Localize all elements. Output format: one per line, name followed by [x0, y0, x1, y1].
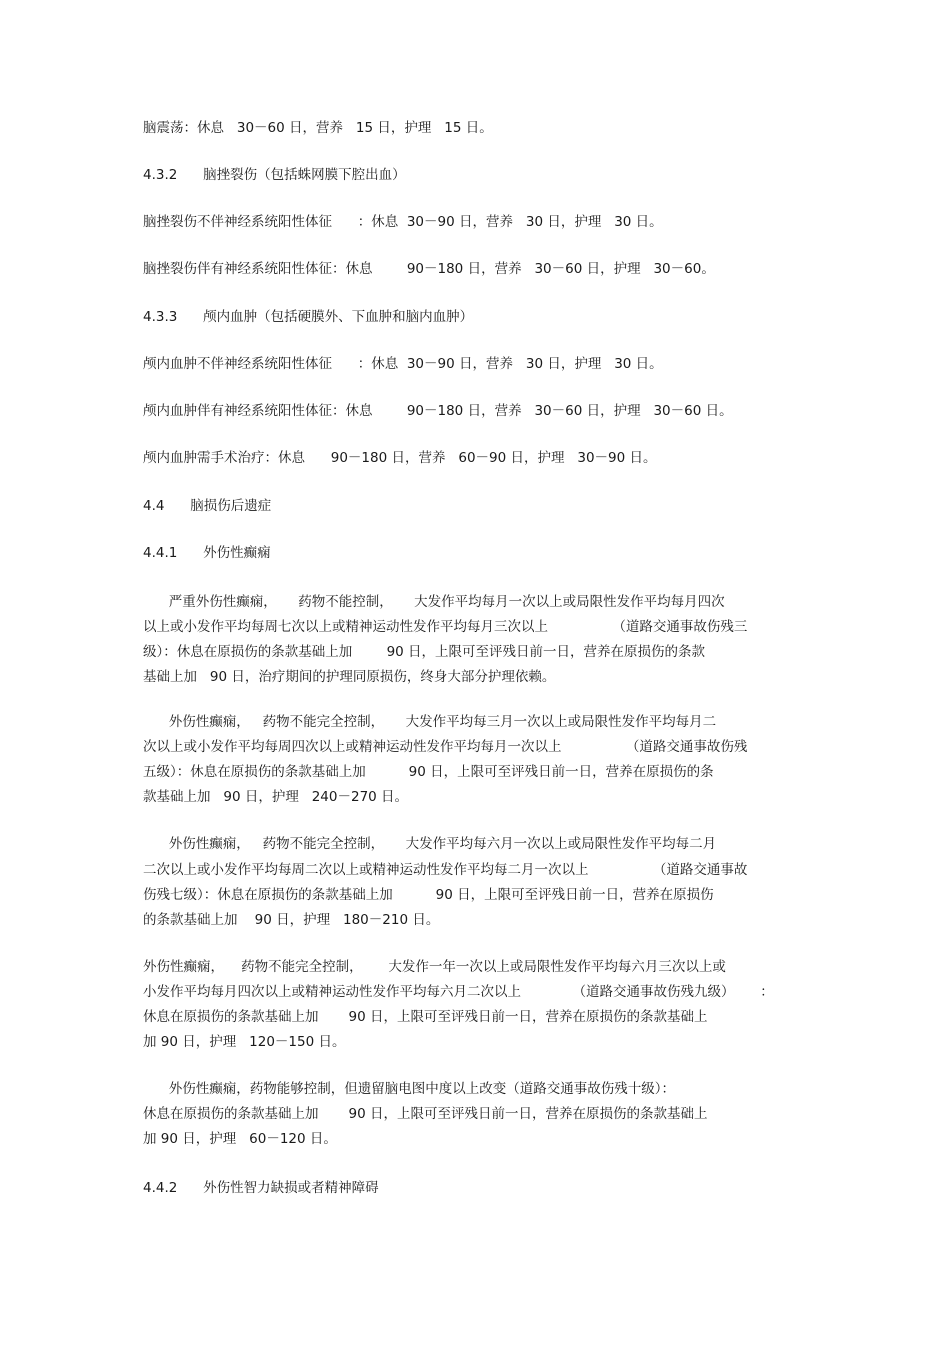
paragraph-epilepsy-grade7-line4: 的条款基础上加 90 日，护理 180－210 日。 — [143, 912, 440, 928]
paragraph-epilepsy-grade9-line4: 加 90 日，护理 120－150 日。 — [143, 1034, 346, 1050]
paragraph-epilepsy-grade5-line1: 外伤性癫痫， 药物不能完全控制， 大发作平均每三月一次以上或局限性发作平均每月二 — [143, 714, 717, 730]
paragraph-epilepsy-grade7-line3: 伤残七级）：休息在原损伤的条款基础上加 90 日，上限可至评残日前一日，营养在原损伤 — [143, 887, 714, 903]
text-line-hematoma-surgery: 颅内血肿需手术治疗：休息 90－180 日，营养 60－90 日，护理 30－90 日。 — [143, 450, 657, 466]
paragraph-epilepsy-grade5-line3: 五级）：休息在原损伤的条款基础上加 90 日，上限可至评残日前一日，营养在原损伤的条 — [143, 764, 714, 780]
section-heading-4-4: 4.4 脑损伤后遗症 — [143, 498, 272, 514]
text-line-hematoma-no-signs: 颅内血肿不伴神经系统阳性体征 ：休息 30－90 日，营养 30 日，护理 30 日。 — [143, 356, 663, 372]
section-heading-4-4-2: 4.4.2 外伤性智力缺损或者精神障碍 — [143, 1180, 379, 1196]
paragraph-epilepsy-grade9-line1: 外伤性癫痫， 药物不能完全控制， 大发作一年一次以上或局限性发作平均每六月三次以上或 — [143, 959, 726, 975]
paragraph-epilepsy-grade5-line4: 款基础上加 90 日，护理 240－270 日。 — [143, 789, 409, 805]
paragraph-epilepsy-grade3-line4: 基础上加 90 日，治疗期间的护理同原损伤，终身大部分护理依赖。 — [143, 669, 556, 685]
paragraph-epilepsy-grade10-line1: 外伤性癫痫，药物能够控制，但遗留脑电图中度以上改变（道路交通事故伤残十级）： — [143, 1081, 675, 1097]
paragraph-epilepsy-grade10-line2: 休息在原损伤的条款基础上加 90 日，上限可至评残日前一日，营养在原损伤的条款基础上 — [143, 1106, 708, 1122]
paragraph-epilepsy-grade10-line3: 加 90 日，护理 60－120 日。 — [143, 1131, 337, 1147]
paragraph-epilepsy-grade9-line3: 休息在原损伤的条款基础上加 90 日，上限可至评残日前一日，营养在原损伤的条款基础上 — [143, 1009, 708, 1025]
section-heading-4-3-2: 4.3.2 脑挫裂伤（包括蛛网膜下腔出血） — [143, 167, 406, 183]
paragraph-epilepsy-grade5-line2: 次以上或小发作平均每周四次以上或精神运动性发作平均每月一次以上 （道路交通事故伤残 — [143, 739, 748, 755]
paragraph-epilepsy-grade3-line1: 严重外伤性癫痫， 药物不能控制， 大发作平均每月一次以上或局限性发作平均每月四次 — [143, 594, 725, 610]
text-line-hematoma-with-signs: 颅内血肿伴有神经系统阳性体征：休息 90－180 日，营养 30－60 日，护理 30－60 日。 — [143, 403, 733, 419]
section-heading-4-4-1: 4.4.1 外伤性癫痫 — [143, 545, 271, 561]
text-line-concussion: 脑震荡：休息 30－60 日，营养 15 日，护理 15 日。 — [143, 120, 493, 136]
text-line-contusion-with-signs: 脑挫裂伤伴有神经系统阳性体征：休息 90－180 日，营养 30－60 日，护理 30－60。 — [143, 261, 715, 277]
paragraph-epilepsy-grade3-line2: 以上或小发作平均每周七次以上或精神运动性发作平均每月三次以上 （道路交通事故伤残三 — [143, 619, 748, 635]
section-heading-4-3-3: 4.3.3 颅内血肿（包括硬膜外、下血肿和脑内血肿） — [143, 309, 474, 325]
text-line-contusion-no-signs: 脑挫裂伤不伴神经系统阳性体征 ：休息 30－90 日，营养 30 日，护理 30 日。 — [143, 214, 663, 230]
paragraph-epilepsy-grade3-line3: 级）：休息在原损伤的条款基础上加 90 日，上限可至评残日前一日，营养在原损伤的条款 — [143, 644, 706, 660]
paragraph-epilepsy-grade9-line2: 小发作平均每月四次以上或精神运动性发作平均每六月二次以上 （道路交通事故伤残九级） ： — [143, 984, 774, 1000]
paragraph-epilepsy-grade7-line1: 外伤性癫痫， 药物不能完全控制， 大发作平均每六月一次以上或局限性发作平均每二月 — [143, 836, 717, 852]
paragraph-epilepsy-grade7-line2: 二次以上或小发作平均每周二次以上或精神运动性发作平均每二月一次以上 （道路交通事故 — [143, 862, 748, 878]
